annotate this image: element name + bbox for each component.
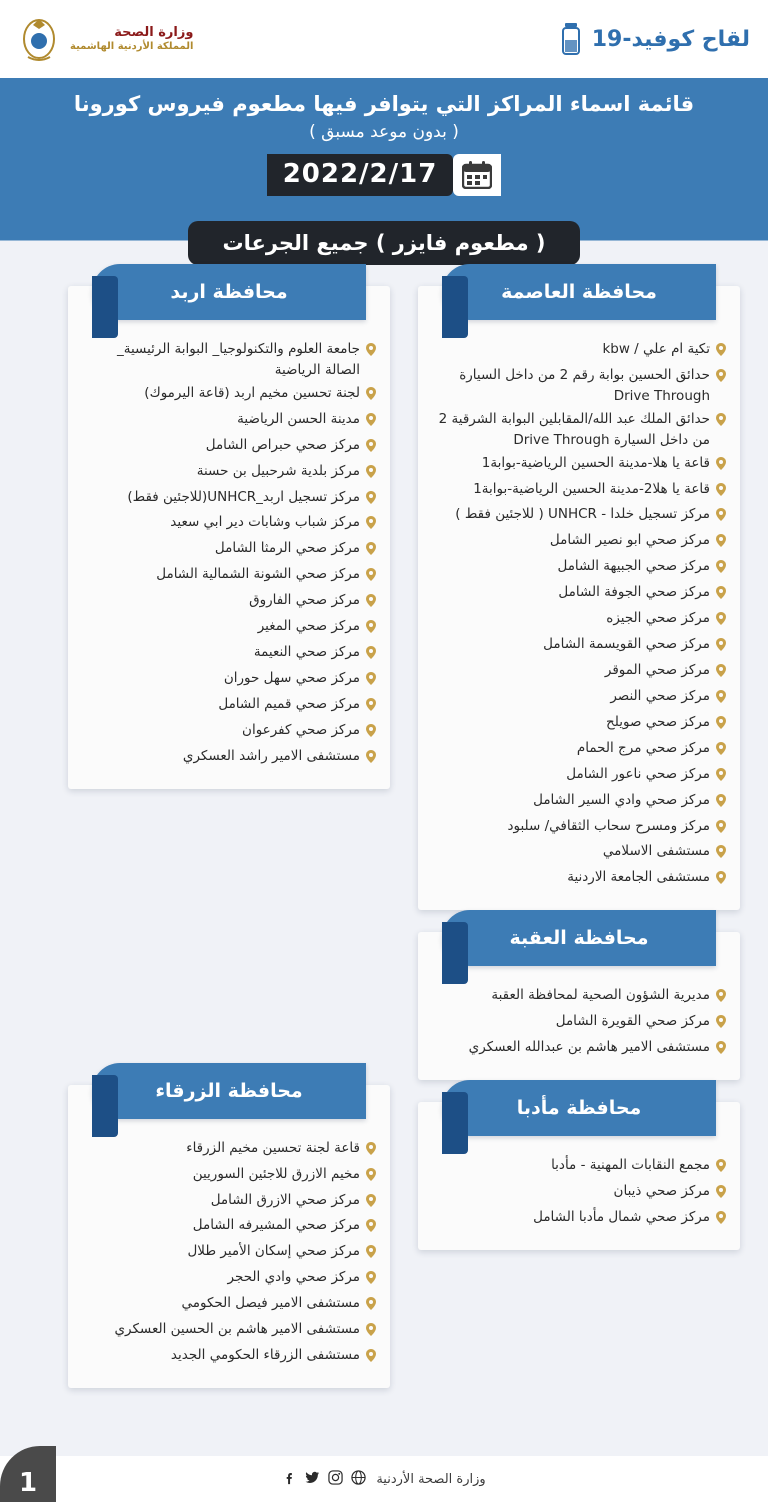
place-name: مستشفى الامير راشد العسكري xyxy=(182,747,360,764)
location-pin-icon xyxy=(366,464,376,485)
location-pin-icon xyxy=(366,1218,376,1239)
list-item xyxy=(82,382,376,408)
page-number: 1 xyxy=(0,1446,56,1502)
location-pin-icon xyxy=(716,819,726,840)
vaccine-title-label: لقاح كوفيد-19 xyxy=(591,26,750,52)
location-pin-icon xyxy=(716,368,726,389)
place-name: مركز صحي ناعور الشامل xyxy=(566,765,710,782)
place-name: مستشفى الجامعة الاردنية xyxy=(567,869,710,886)
place-name: مركز صحي كفرعوان xyxy=(242,721,360,738)
list-item xyxy=(432,529,726,555)
place-name: مركز صحي المغير xyxy=(257,618,360,635)
poster-title: قائمة اسماء المراكز التي يتوافر فيها مطعوم فيروس كورونا xyxy=(73,92,695,116)
place-name: مركز صحي الجيزه xyxy=(606,610,710,627)
list-item xyxy=(82,667,376,693)
column-right xyxy=(418,281,740,1250)
place-name: مركز صحي الرمثا الشامل xyxy=(214,540,360,557)
list-item xyxy=(432,685,726,711)
place-name: مركز صحي النصر xyxy=(610,687,710,704)
list-item xyxy=(82,1163,376,1189)
list-item xyxy=(82,434,376,460)
location-pin-icon xyxy=(716,1158,726,1179)
governorate-name-amman: محافظة العاصمة xyxy=(442,264,716,320)
list-item xyxy=(82,563,376,589)
location-pin-icon xyxy=(366,1193,376,1214)
place-name: مركز صحي حبراص الشامل xyxy=(205,436,360,453)
globe-icon[interactable] xyxy=(351,1470,366,1489)
list-item xyxy=(432,408,726,452)
list-item xyxy=(432,866,726,892)
location-pin-icon xyxy=(716,988,726,1009)
location-pin-icon xyxy=(366,541,376,562)
location-pin-icon xyxy=(716,1210,726,1231)
list-item xyxy=(432,1036,726,1062)
place-name: مركز تسجيل خلدا - UNHCR ( للاجئين فقط ) xyxy=(455,506,710,523)
place-name: مركز شباب وشابات دير ابي سعيد xyxy=(170,514,360,531)
place-list-irbid xyxy=(82,338,376,771)
list-item xyxy=(432,478,726,504)
place-name: حدائق الملك عبد الله/المقابلين البوابة الشرقية 2 من داخل السيارة Drive Through xyxy=(438,410,710,448)
list-item xyxy=(82,589,376,615)
governorate-header-irbid xyxy=(92,264,366,320)
place-name: قاعة لجنة تحسين مخيم الزرقاء xyxy=(186,1139,360,1156)
governorate-header-aqaba xyxy=(442,910,716,966)
column-left xyxy=(68,281,390,1388)
governorate-columns xyxy=(0,272,768,1388)
governorate-header-amman xyxy=(442,264,716,320)
place-name: تكية ام علي / kbw xyxy=(602,341,710,357)
list-item xyxy=(82,719,376,745)
list-item xyxy=(82,537,376,563)
place-name: مديرية الشؤون الصحية لمحافظة العقبة xyxy=(491,987,710,1004)
governorate-name-zarqa: محافظة الزرقاء xyxy=(92,1063,366,1119)
location-pin-icon xyxy=(716,533,726,554)
location-pin-icon xyxy=(716,1040,726,1061)
twitter-icon[interactable] xyxy=(305,1470,320,1489)
list-item xyxy=(432,984,726,1010)
place-name: حدائق الحسين بوابة رقم 2 من داخل السيارة Drive Through xyxy=(459,366,710,404)
list-item xyxy=(82,745,376,771)
list-item xyxy=(432,763,726,789)
place-name: مستشفى الاسلامي xyxy=(602,843,710,860)
governorate-name-aqaba: محافظة العقبة xyxy=(442,910,716,966)
place-name: جامعة العلوم والتكنولوجيا_ البوابة الرئيسية_ الصالة الرياضية xyxy=(116,341,360,378)
location-pin-icon xyxy=(366,593,376,614)
kingdom-name: المملكة الأردنية الهاشمية xyxy=(70,40,194,52)
calendar-icon xyxy=(453,154,501,196)
list-item xyxy=(82,641,376,667)
list-item xyxy=(432,555,726,581)
location-pin-icon xyxy=(366,1296,376,1317)
location-pin-icon xyxy=(366,723,376,744)
location-pin-icon xyxy=(716,741,726,762)
list-item xyxy=(432,1180,726,1206)
location-pin-icon xyxy=(716,342,726,363)
governorate-card-aqaba xyxy=(418,927,740,1080)
list-item xyxy=(82,1344,376,1370)
place-name: مركز صحي قميم الشامل xyxy=(218,695,360,712)
location-pin-icon xyxy=(716,1184,726,1205)
location-pin-icon xyxy=(366,671,376,692)
place-name: قاعة يا هلا-مدينة الحسين الرياضية-بوابة1 xyxy=(481,454,710,471)
location-pin-icon xyxy=(366,1322,376,1343)
place-name: مركز صحي وادي الحجر xyxy=(227,1269,360,1286)
location-pin-icon xyxy=(716,663,726,684)
location-pin-icon xyxy=(716,611,726,632)
location-pin-icon xyxy=(716,689,726,710)
list-item xyxy=(82,1266,376,1292)
poster-header xyxy=(0,0,768,272)
list-item xyxy=(82,1214,376,1240)
list-item xyxy=(82,1240,376,1266)
place-name: مركز صحي شمال مأدبا الشامل xyxy=(533,1208,710,1225)
place-name: مركز ومسرح سحاب الثقافي/ سلبود xyxy=(507,817,710,834)
place-name: مستشفى الامير فيصل الحكومي xyxy=(181,1295,360,1312)
list-item xyxy=(432,581,726,607)
vaccine-title xyxy=(558,22,750,56)
place-list-zarqa xyxy=(82,1137,376,1370)
location-pin-icon xyxy=(366,567,376,588)
list-item xyxy=(432,711,726,737)
location-pin-icon xyxy=(716,793,726,814)
location-pin-icon xyxy=(366,438,376,459)
location-pin-icon xyxy=(366,749,376,770)
list-item xyxy=(432,1010,726,1036)
list-item xyxy=(82,408,376,434)
date-row xyxy=(10,154,758,196)
place-name: مركز صحي سهل حوران xyxy=(223,669,360,686)
place-name: مستشفى الامير هاشم بن عبدالله العسكري xyxy=(468,1039,710,1056)
ministry-text xyxy=(70,25,193,54)
location-pin-icon xyxy=(716,456,726,477)
column-left-spacer xyxy=(68,811,390,1063)
place-name: مركز صحي القويسمة الشامل xyxy=(543,636,710,653)
list-item xyxy=(432,452,726,478)
place-name: مركز صحي النعيمة xyxy=(253,644,360,661)
location-pin-icon xyxy=(716,715,726,736)
list-item xyxy=(82,486,376,512)
location-pin-icon xyxy=(366,1348,376,1369)
governorate-header-madaba xyxy=(442,1080,716,1136)
place-name: مركز صحي الشونة الشمالية الشامل xyxy=(156,566,360,583)
place-name: مركز صحي الموقر xyxy=(604,661,710,678)
place-name: مركز صحي الجبيهة الشامل xyxy=(557,558,710,575)
place-name: مخيم الازرق للاجئين السوريين xyxy=(192,1165,360,1182)
location-pin-icon xyxy=(716,412,726,433)
governorate-card-madaba xyxy=(418,1097,740,1250)
list-item xyxy=(432,815,726,841)
place-name: مركز صحي مرج الحمام xyxy=(576,739,710,756)
location-pin-icon xyxy=(716,1014,726,1035)
place-name: مركز تسجيل اربد_UNHCR(للاجئين فقط) xyxy=(127,488,360,505)
list-item xyxy=(432,840,726,866)
place-name: مركز صحي الازرق الشامل xyxy=(210,1191,360,1208)
governorate-card-irbid xyxy=(68,281,390,789)
location-pin-icon xyxy=(366,342,376,363)
place-name: مركز صحي ذيبان xyxy=(613,1182,710,1199)
place-list-aqaba xyxy=(432,984,726,1062)
location-pin-icon xyxy=(716,870,726,891)
governorate-header-zarqa xyxy=(92,1063,366,1119)
list-item xyxy=(82,693,376,719)
place-name: مركز صحي ابو نصير الشامل xyxy=(549,532,710,549)
place-name: مدينة الحسن الرياضية xyxy=(237,410,360,427)
location-pin-icon xyxy=(716,844,726,865)
place-name: مركز صحي وادي السير الشامل xyxy=(533,791,710,808)
list-item xyxy=(432,503,726,529)
list-item xyxy=(432,1154,726,1180)
vaccine-type-badge: ( مطعوم فايزر ) جميع الجرعات xyxy=(188,221,579,265)
list-item xyxy=(82,1318,376,1344)
place-list-madaba xyxy=(432,1154,726,1232)
list-item xyxy=(432,607,726,633)
location-pin-icon xyxy=(366,490,376,511)
place-name: مركز صحي القويرة الشامل xyxy=(555,1013,710,1030)
place-name: مستشفى الزرقاء الحكومي الجديد xyxy=(170,1347,360,1364)
list-item xyxy=(432,338,726,364)
vaccine-bottle-icon xyxy=(558,22,584,56)
location-pin-icon xyxy=(716,637,726,658)
footer-text: وزارة الصحة الأردنية xyxy=(376,1471,486,1487)
list-item xyxy=(432,1206,726,1232)
location-pin-icon xyxy=(366,412,376,433)
place-name: مركز صحي الفاروق xyxy=(249,592,360,609)
list-item xyxy=(432,737,726,763)
location-pin-icon xyxy=(366,1270,376,1291)
place-list-amman xyxy=(432,338,726,892)
list-item xyxy=(82,338,376,382)
instagram-icon[interactable] xyxy=(328,1470,343,1489)
location-pin-icon xyxy=(366,515,376,536)
list-item xyxy=(82,460,376,486)
ministry-branding xyxy=(18,13,193,65)
poster-footer xyxy=(0,1456,768,1502)
header-band xyxy=(0,78,768,214)
list-item xyxy=(432,789,726,815)
ministry-name: وزارة الصحة xyxy=(114,24,194,40)
list-item xyxy=(432,659,726,685)
list-item xyxy=(432,364,726,408)
header-top-bar xyxy=(0,0,768,78)
date-value: 2022/2/17 xyxy=(267,154,454,196)
location-pin-icon xyxy=(366,1141,376,1162)
jordan-crest-icon xyxy=(18,13,60,65)
list-item xyxy=(82,615,376,641)
governorate-card-amman xyxy=(418,281,740,910)
location-pin-icon xyxy=(366,386,376,407)
social-icons xyxy=(282,1470,366,1489)
list-item xyxy=(82,1189,376,1215)
poster-subtitle: ( بدون موعد مسبق ) xyxy=(309,122,459,142)
location-pin-icon xyxy=(366,697,376,718)
location-pin-icon xyxy=(366,1244,376,1265)
location-pin-icon xyxy=(716,507,726,528)
location-pin-icon xyxy=(366,645,376,666)
place-name: مركز بلدية شرحبيل بن حسنة xyxy=(196,462,360,479)
facebook-icon[interactable] xyxy=(282,1470,297,1489)
governorate-card-zarqa xyxy=(68,1079,390,1388)
location-pin-icon xyxy=(716,559,726,580)
place-name: مركز صحي إسكان الأمير طلال xyxy=(187,1243,360,1260)
place-name: مركز صحي صويلح xyxy=(606,713,710,730)
governorate-name-irbid: محافظة اربد xyxy=(92,264,366,320)
place-name: مجمع النقابات المهنية - مأدبا xyxy=(551,1157,710,1174)
governorate-name-madaba: محافظة مأدبا xyxy=(442,1080,716,1136)
place-name: مركز صحي المشيرفه الشامل xyxy=(192,1217,360,1234)
place-name: قاعة يا هلا2-مدينة الحسين الرياضية-بوابة1 xyxy=(473,480,710,497)
place-name: مستشفى الامير هاشم بن الحسين العسكري xyxy=(114,1321,360,1338)
place-name: مركز صحي الجوفة الشامل xyxy=(558,584,710,601)
location-pin-icon xyxy=(716,482,726,503)
location-pin-icon xyxy=(716,585,726,606)
list-item xyxy=(432,633,726,659)
list-item xyxy=(82,1292,376,1318)
location-pin-icon xyxy=(716,767,726,788)
list-item xyxy=(82,511,376,537)
list-item xyxy=(82,1137,376,1163)
location-pin-icon xyxy=(366,1167,376,1188)
place-name: لجنة تحسين مخيم اربد (قاعة اليرموك) xyxy=(144,384,360,401)
location-pin-icon xyxy=(366,619,376,640)
